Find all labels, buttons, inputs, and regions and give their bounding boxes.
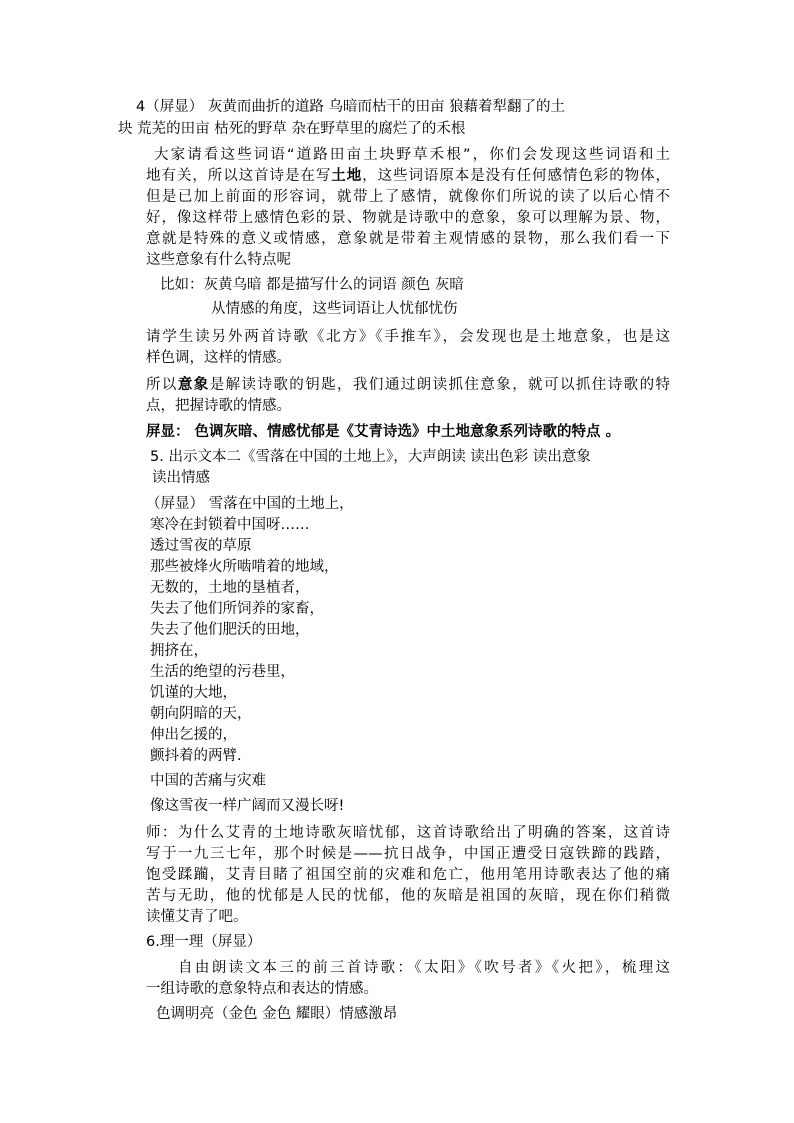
para1-line5: 意就是特殊的意义或情感，意象就是带着主观情感的景物，那么我们看一下 <box>146 231 670 247</box>
teacher-line2: 写于一九三七年，那个时候是——抗日战争，中国正遭受日寇铁蹄的践踏， <box>146 846 670 862</box>
poem-line: 饥谨的大地， <box>150 685 237 701</box>
poem-line: 无数的，土地的垦植者， <box>150 580 310 596</box>
poem-line: 伸出乞援的， <box>150 727 237 743</box>
teacher-line3: 饱受蹂躏，艾青目睹了祖国空前的灾难和危亡，他用笔用诗歌表达了他的痛 <box>146 867 670 883</box>
section6-line3: 色调明亮（金色 金色 耀眼）情感激昂 <box>156 1006 398 1022</box>
para3-keyword-imagery: 意象 <box>177 377 210 393</box>
poem-line: 失去了他们所饲养的家畜， <box>150 601 324 617</box>
para2-line2: 样色调，这样的情感。 <box>146 350 291 366</box>
section6-line1: 自由朗读文本三的前三首诗歌：《太阳》《吹号者》《火把》，梳理这 <box>178 960 670 976</box>
para1-line1: 大家请看这些词语“道路田亩土块野草禾根”，你们会发现这些词语和土 <box>154 147 670 163</box>
para1-line3: 但是已加上前面的形容词，就带上了感情，就像你们所说的读了以后心情不 <box>146 189 670 205</box>
section6-line2: 一组诗歌的意象特点和表达的情感。 <box>146 981 378 997</box>
example-line1: 比如：灰黄乌暗 都是描写什么的词语 颜色 灰暗 <box>160 277 464 293</box>
para1-line2 <box>146 166 670 186</box>
poem-line: 生活的绝望的污巷里， <box>150 664 295 680</box>
section5-line1: 5. 出示文本二《雪落在中国的土地上》，大声朗读 读出色彩 读出意象 <box>150 449 591 465</box>
poem-line: （屏显） 雪落在中国的土地上， <box>146 496 354 512</box>
poem-end-line1: 中国的苦痛与灾难 <box>150 773 266 789</box>
para3-line2: 点，把握诗歌的情感。 <box>146 398 291 414</box>
poem-line: 寒冷在封锁着中国呀…… <box>150 517 310 533</box>
poem-line: 透过雪夜的草原 <box>150 538 252 554</box>
para3-line1 <box>146 375 670 395</box>
teacher-line4: 苦与无助，他的忧郁是人民的忧郁，他的灰暗是祖国的灰暗，现在你们稍微 <box>146 888 670 904</box>
para1-keyword-land: 土地 <box>331 168 363 184</box>
section6-title: 6.理一理（屏显） <box>146 934 262 950</box>
poem-line: 那些被烽火所啮啃着的地域， <box>150 559 339 575</box>
para3-line1-text-a: 所以 <box>146 377 178 393</box>
poem-line: 拥挤在， <box>150 643 208 659</box>
para1-line4: 好，像这样带上感情色彩的景、物就是诗歌中的意象，象可以理解为景、物， <box>146 210 670 226</box>
teacher-line1: 师：为什么艾青的土地诗歌灰暗忧郁，这首诗歌给出了明确的答案，这首诗 <box>146 825 670 841</box>
section5-line2: 读出情感 <box>152 470 210 486</box>
para2-line1: 请学生读另外两首诗歌《北方》《手推车》，会发现也是土地意象，也是这 <box>146 329 670 345</box>
screen-summary: 屏显： 色调灰暗、情感忧郁是《艾青诗选》中土地意象系列诗歌的特点 。 <box>146 424 621 440</box>
poem-line: 朝向阴暗的天， <box>150 706 252 722</box>
para1-line2-text-a: 地有关，所以这首诗是在写 <box>146 168 332 184</box>
example-line2: 从情感的角度，这些词语让人忧郁忧伤 <box>211 301 458 317</box>
teacher-line5: 读懂艾青了吧。 <box>146 909 248 925</box>
para1-line2-text-b: ，这些词语原本是没有任何感情色彩的物体， <box>362 168 671 184</box>
section4-line2: 块 荒芜的田亩 枯死的野草 杂在野草里的腐烂了的禾根 <box>118 121 466 137</box>
para3-line1-text-b: 是解读诗歌的钥匙，我们通过朗读抓住意象，就可以抓住诗歌的特 <box>209 377 670 393</box>
section4-line1: 4（屏显） 灰黄而曲折的道路 乌暗而枯干的田亩 狼藉着犁翻了的土 <box>136 99 566 115</box>
para1-line6: 这些意象有什么特点呢 <box>146 252 291 268</box>
poem-end-line2: 像这雪夜一样广阔而又漫长呀! <box>150 798 345 814</box>
poem-line: 颤抖着的两臂. <box>150 748 242 764</box>
poem-line: 失去了他们肥沃的田地， <box>150 622 310 638</box>
